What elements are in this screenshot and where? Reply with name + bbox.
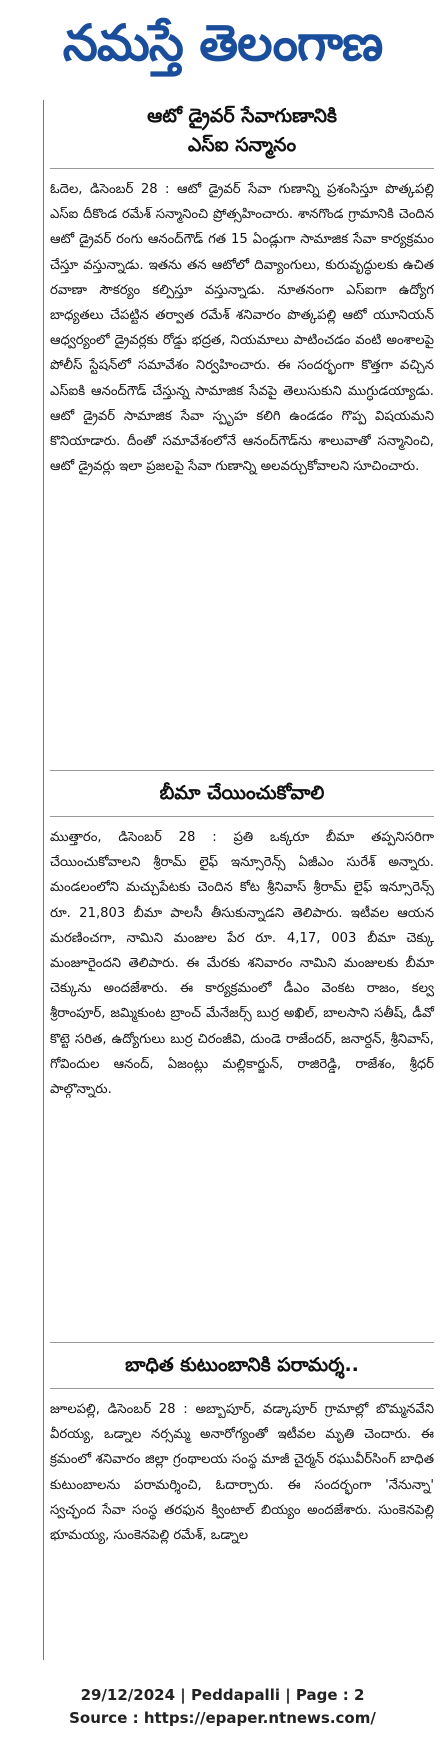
article-condolence: [50, 1334, 434, 1548]
article-body: జూలపల్లి, డిసెంబర్ 28 : అబ్బాపూర్, వడ్కాపూర్ గ్రామాల్లో బొమ్మనవేని వీరయ్య, ఒడ్నాల నర్సమ్మ అనారోగ్యంతో ఇటీవల మృతి చెందారు. ఈ క్రమంలో శనివారం జిల్లా గ్రంథాలయ సంస్థ మాజీ చైర్మన్ రఘువీర్‌సింగ్ బాధిత కుటుంబాలను పరామర్శించి, ఓదార్చారు. ఈ సందర్భంగా 'నేనున్నా' స్వచ్ఛంద సేవా సంస్థ తరఫున క్వింటాల్ బియ్యం అందజేశారు. సుంకెనపెల్లి భూమయ్య, సుంకెనపెల్లి రమేశ్, ఒడ్నాల: [50, 1402, 434, 1544]
source-url: Source : https://epaper.ntnews.com/: [69, 1709, 376, 1727]
article-auto-driver: [50, 102, 434, 479]
column-rule: [43, 100, 44, 1660]
article-body: ముత్తారం, డిసెంబర్ 28 : ప్రతి ఒక్కరూ బీమా తప్పనిసరిగా చేయించుకోవాలని శ్రీరామ్ లైఫ్ ఇన్సూరెన్స్ ఏజీఎం సురేశ్ అన్నారు. మండలంలోని మచ్చుపేటకు చెందిన కోట శ్రీనివాస్ శ్రీరామ్ లైఫ్ ఇన్సూరెన్స్ రూ. 21,803 బీమా పాలసీ తీసుకున్నాడని తెలిపారు. ఇటీవల ఆయన మరణించగా, నామిని మంజుల పేర రూ. 4,17, 003 బీమా చెక్కు మంజూరైందని తెలిపారు. ఈ మేరకు శనివారం నామిని మంజులకు బీమా చెక్కును అందజేశారు. ఈ కార్యక్రమంలో డీఎం వెంకట రాజం, కల్వ శ్రీరాంపూర్, జమ్మికుంట బ్రాంచ్ మేనేజర్స్ బుర్ర అఖిల్, బాలసాని సతీష్, డీవో కొట్టె సరిత, ఉద్యోగులు బుర్ర చిరంజీవి, దుండె రాజేందర్, జనార్దన్, శ్రీనివాస్, గోవిందుల ఆనంద్, ఏజంట్లు మల్లికార్జున్, రాజిరెడ్డి, రాజేశం, శ్రీధర్ పాల్గొన్నారు.: [50, 830, 434, 1098]
divider: [50, 1342, 434, 1343]
article-headline-line2: ఎస్ఐ సన్మానం: [187, 134, 297, 156]
masthead: [0, 0, 445, 86]
divider: [50, 168, 434, 169]
article-headline-line1: ఆటో డ్రైవర్ సేవాగుణానికి: [147, 105, 337, 127]
edition-info: 29/12/2024 | Peddapalli | Page : 2: [80, 1686, 365, 1704]
article-insurance: [50, 762, 434, 1102]
article-headline: బీమా చేయించుకోవాలి: [159, 782, 325, 804]
divider: [50, 816, 434, 817]
divider: [50, 1388, 434, 1389]
article-body: ఓదెల, డిసెంబర్ 28 : ఆటో డ్రైవర్ సేవా గుణాన్ని ప్రశంసిస్తూ పొత్కపల్లి ఎస్ఐ దీకొండ రమేశ్ సన్మానించి ప్రోత్సహించారు. శానగొండ గ్రామానికి చెందిన ఆటో డ్రైవర్ రంగు ఆనంద్‌గౌడ్ గత 15 ఏండ్లుగా సామాజిక సేవా కార్యక్రమం చేస్తూ వస్తున్నాడు. ఇతను తన ఆటోలో దివ్యాంగులు, కురువృద్ధులకు ఉచిత రవాణా సౌకర్యం కల్పిస్తూ వస్తున్నాడు. నూతనంగా ఎస్ఐగా ఉద్యోగ బాధ్యతలు చేపట్టిన తర్వాత రమేశ్ శనివారం పొత్కపల్లి ఆటో యూనియన్ ఆధ్వర్యంలో డ్రైవర్లకు రోడ్డు భద్రత, నియమాలు పాటించడం వంటి అంశాలపై పోలీస్ స్టేషన్‌లో సమావేశం నిర్వహించారు. ఈ సందర్భంగా కొత్తగా వచ్చిన ఎస్ఐకి ఆనంద్‌గౌడ్ చేస్తున్న సామాజిక సేవపై తెలుసుకుని ముగ్ధుడయ్యాడు. ఆటో డ్రైవర్ సామాజిక సేవా స్పృహ కలిగి ఉండడం గొప్ప విషయమని కొనియాడారు. దీంతో సమావేశంలోనే ఆనంద్‌గౌడ్‌ను శాలువాతో సన్మానించి, ఆటో డ్రైవర్లు ఇలా ప్రజలపై సేవా గుణాన్ని అలవర్చుకోవాలని సూచించారు.: [50, 182, 434, 475]
newspaper-logo: నమస్తే తెలంగాణ: [62, 14, 383, 72]
article-headline: బాధిత కుటుంబానికి పరామర్శ..: [125, 1354, 359, 1376]
divider: [50, 770, 434, 771]
page-footer: [0, 1684, 445, 1730]
